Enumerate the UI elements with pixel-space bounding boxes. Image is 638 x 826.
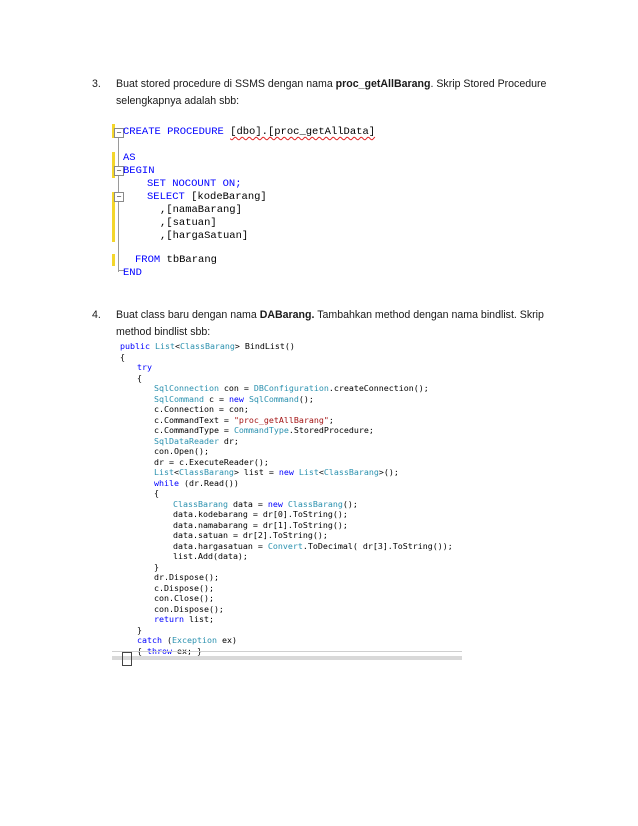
sql-line: FROM tbBarang — [135, 254, 217, 266]
code-line: } — [137, 624, 142, 635]
code-line: SqlCommand c = new SqlCommand(); — [154, 393, 314, 404]
code-line: catch (Exception ex) — [137, 635, 237, 645]
code-line: { — [137, 372, 142, 383]
sql-line: SET NOCOUNT ON; — [147, 178, 242, 190]
code-line: ClassBarang data = new ClassBarang(); — [173, 498, 358, 509]
code-line: public List<ClassBarang> BindList() — [120, 341, 295, 351]
sql-code-image — [110, 122, 376, 282]
code-line: data.kodebarang = dr[0].ToString(); — [173, 509, 348, 519]
sql-line: BEGIN — [123, 165, 155, 177]
code-line: con.Close(); — [154, 593, 214, 603]
collapse-icon: − — [114, 166, 124, 176]
code-line: dr.Dispose(); — [154, 572, 219, 582]
code-line: try — [137, 362, 152, 372]
code-line: data.hargasatuan = Convert.ToDecimal( dr[3].ToString()); — [173, 540, 453, 551]
code-line: while (dr.Read()) — [154, 477, 239, 488]
sql-line: AS — [123, 152, 136, 164]
sql-line: ,[satuan] — [160, 217, 217, 229]
collapse-icon: − — [114, 192, 124, 202]
class-name: DABarang. — [259, 309, 315, 321]
item-number: 3. — [92, 78, 101, 90]
procedure-name: proc_getAllBarang — [335, 78, 431, 90]
code-line: dr = c.ExecuteReader(); — [154, 456, 269, 467]
sql-line: SELECT [kodeBarang] — [147, 191, 267, 203]
code-line: return list; — [154, 614, 214, 624]
code-line: list.Add(data); — [173, 551, 248, 561]
item-text: Buat stored procedure di SSMS dengan nama proc_getAllBarang. Skrip Stored Procedure selengkapnya adalah sbb: — [116, 78, 547, 107]
editor-scrollbar — [112, 651, 462, 666]
code-line: con.Dispose(); — [154, 603, 224, 614]
code-line: data.namabarang = dr[1].ToString(); — [173, 519, 348, 530]
sql-line: ,[namaBarang] — [160, 204, 242, 216]
code-line: { — [154, 488, 159, 498]
code-line: { — [120, 351, 125, 362]
code-line: data.satuan = dr[2].ToString(); — [173, 530, 328, 540]
code-line: c.Connection = con; — [154, 404, 249, 414]
code-line: c.Dispose(); — [154, 582, 214, 593]
sql-line: ,[hargaSatuan] — [160, 230, 249, 242]
code-line: c.CommandType = CommandType.StoredProcedure; — [154, 425, 374, 435]
code-line: { throw ex; } — [137, 645, 202, 656]
code-line: } — [154, 561, 159, 572]
sql-line: END — [123, 267, 142, 279]
code-line: SqlConnection con = DBConfiguration.createConnection(); — [154, 383, 429, 393]
sql-line: CREATE PROCEDURE [dbo].[proc_getAllData] — [123, 126, 376, 138]
item-number: 4. — [92, 309, 101, 321]
code-line: c.CommandText = "proc_getAllBarang"; — [154, 414, 334, 425]
collapse-icon: − — [114, 128, 124, 138]
scrollbar-track — [112, 656, 462, 660]
code-line: con.Open(); — [154, 446, 209, 456]
code-line: List<ClassBarang> list = new List<ClassBarang>(); — [154, 467, 399, 477]
text-cursor-icon — [122, 652, 132, 666]
change-marker — [112, 254, 115, 266]
code-line: SqlDataReader dr; — [154, 435, 239, 446]
item-text: Buat class baru dengan nama DABarang. Tambahkan method dengan nama bindlist. Skrip method bindlist sbb: — [116, 309, 544, 338]
csharp-code-image — [112, 337, 462, 667]
